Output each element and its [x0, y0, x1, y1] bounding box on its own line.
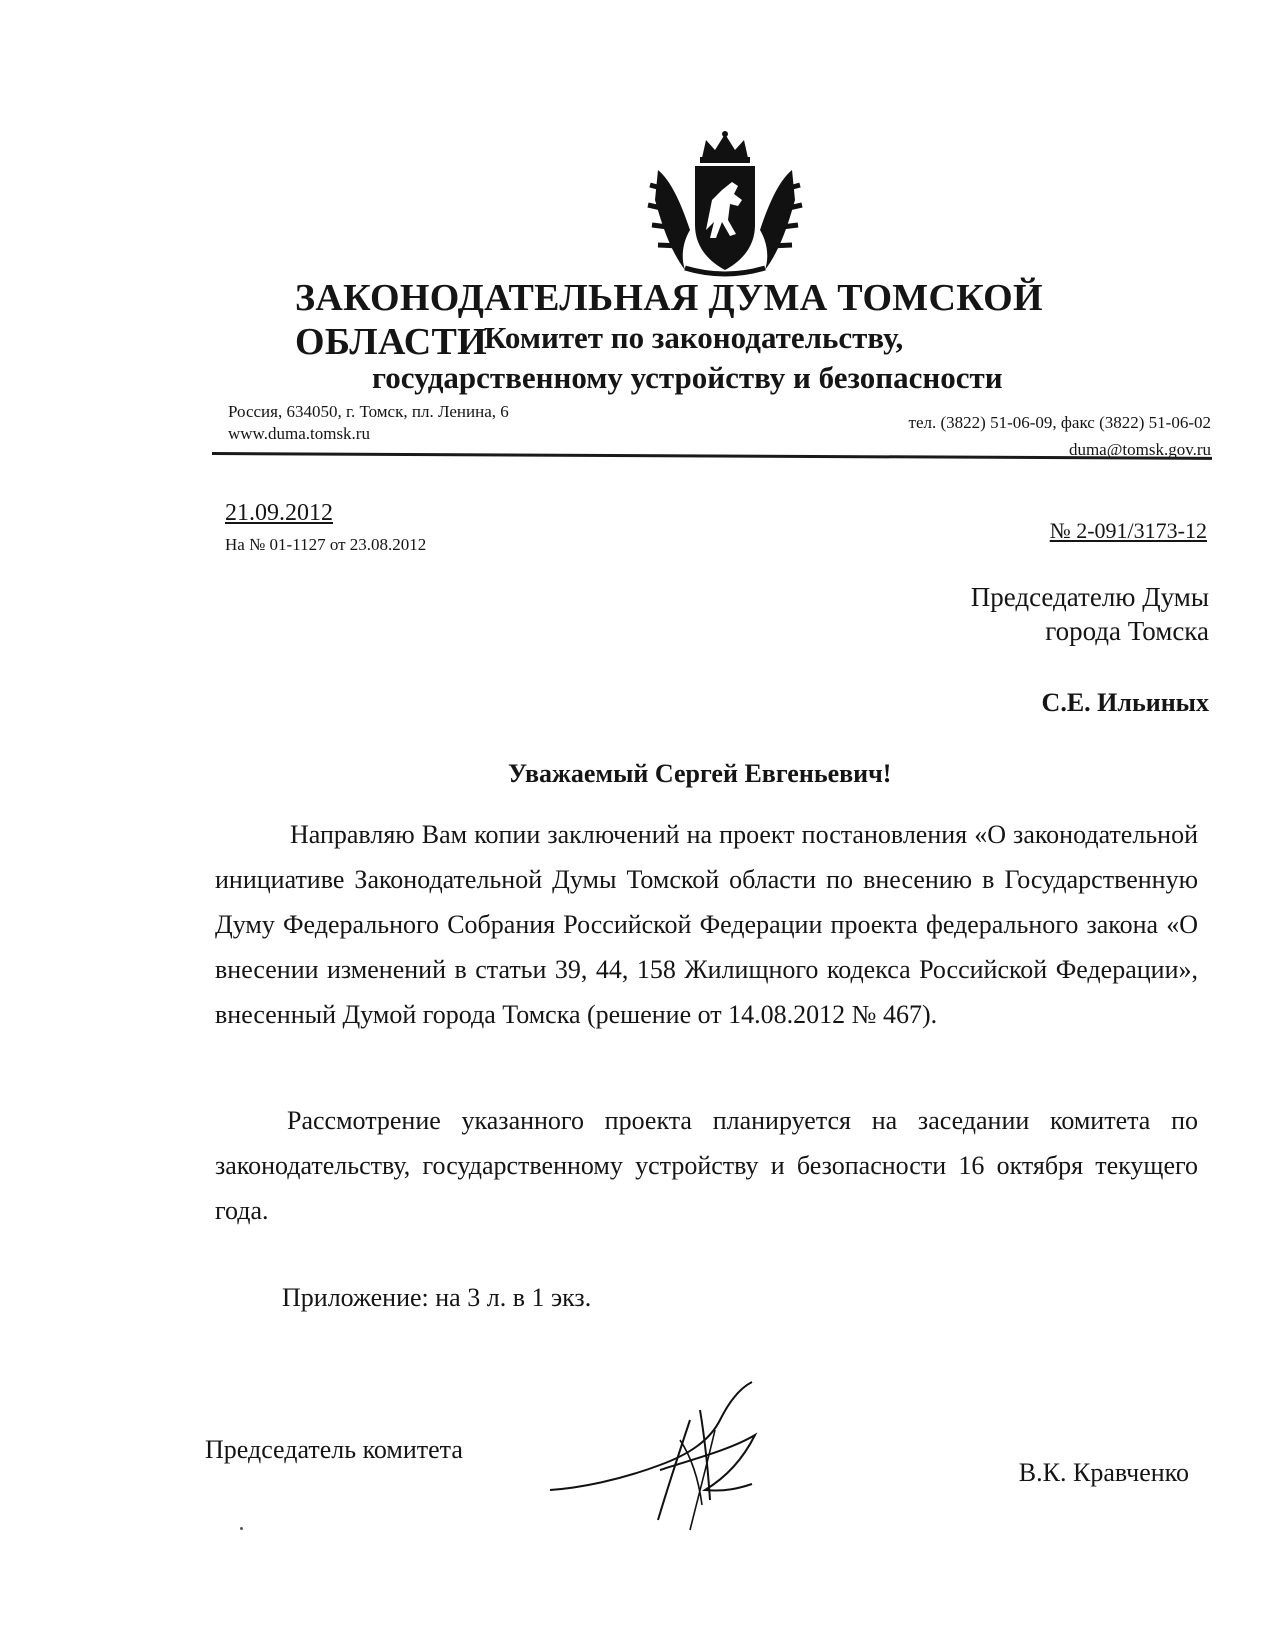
postal-address: Россия, 634050, г. Томск, пл. Ленина, 6 — [228, 402, 509, 421]
letterhead-divider — [212, 452, 1212, 460]
signer-name: В.К. Кравченко — [1018, 1458, 1189, 1487]
committee-name-line1: Комитет по законодательству, — [484, 320, 904, 355]
signer-position: Председатель комитета — [205, 1435, 463, 1464]
email-address: duma@tomsk.gov.ru — [1068, 440, 1211, 459]
coat-of-arms-icon — [640, 130, 810, 280]
addressee-line1: Председателю Думы — [970, 582, 1209, 612]
body-paragraph-2: Рассмотрение указанного проекта планируется на заседании комитета по законодательству, государственному устройству и безопасности 16 октября текущего года. — [215, 1106, 1198, 1225]
body-paragraph-1: Направляю Вам копии заключений на проект постановления «О законодательной инициативе Законодательной Думы Томской области по внесению в Государственную Думу Федерального Собрания Российской Федерации проекта федерального закона «О внесении изменений в статьи 39, 44, 158 Жилищного кодекса Российской Федерации», внесенный Думой города Томска (решение от 14.08.2012 № 467). — [215, 820, 1198, 1029]
addressee-name: С.Е. Ильиных — [1041, 688, 1209, 717]
scan-speck — [240, 1527, 243, 1530]
committee-name-line2: государственному устройству и безопасности — [372, 360, 1003, 395]
website: www.duma.tomsk.ru — [228, 424, 370, 443]
addressee-block — [971, 580, 1209, 648]
appendix-note: Приложение: на 3 л. в 1 экз. — [282, 1283, 592, 1312]
handwritten-signature-icon — [540, 1380, 790, 1540]
greeting: Уважаемый Сергей Евгеньевич! — [508, 759, 892, 788]
outgoing-number: № 2-091/3173-12 — [1049, 518, 1207, 543]
document-date: 21.09.2012 — [225, 500, 333, 526]
organization-title: ЗАКОНОДАТЕЛЬНАЯ ДУМА ТОМСКОЙ ОБЛАСТИ — [295, 277, 1043, 363]
in-reply-to: На № 01-1127 от 23.08.2012 — [225, 535, 427, 554]
addressee-line2: города Томска — [1045, 616, 1209, 646]
phone-fax: тел. (3822) 51-06-09, факс (3822) 51-06-02 — [908, 413, 1211, 432]
